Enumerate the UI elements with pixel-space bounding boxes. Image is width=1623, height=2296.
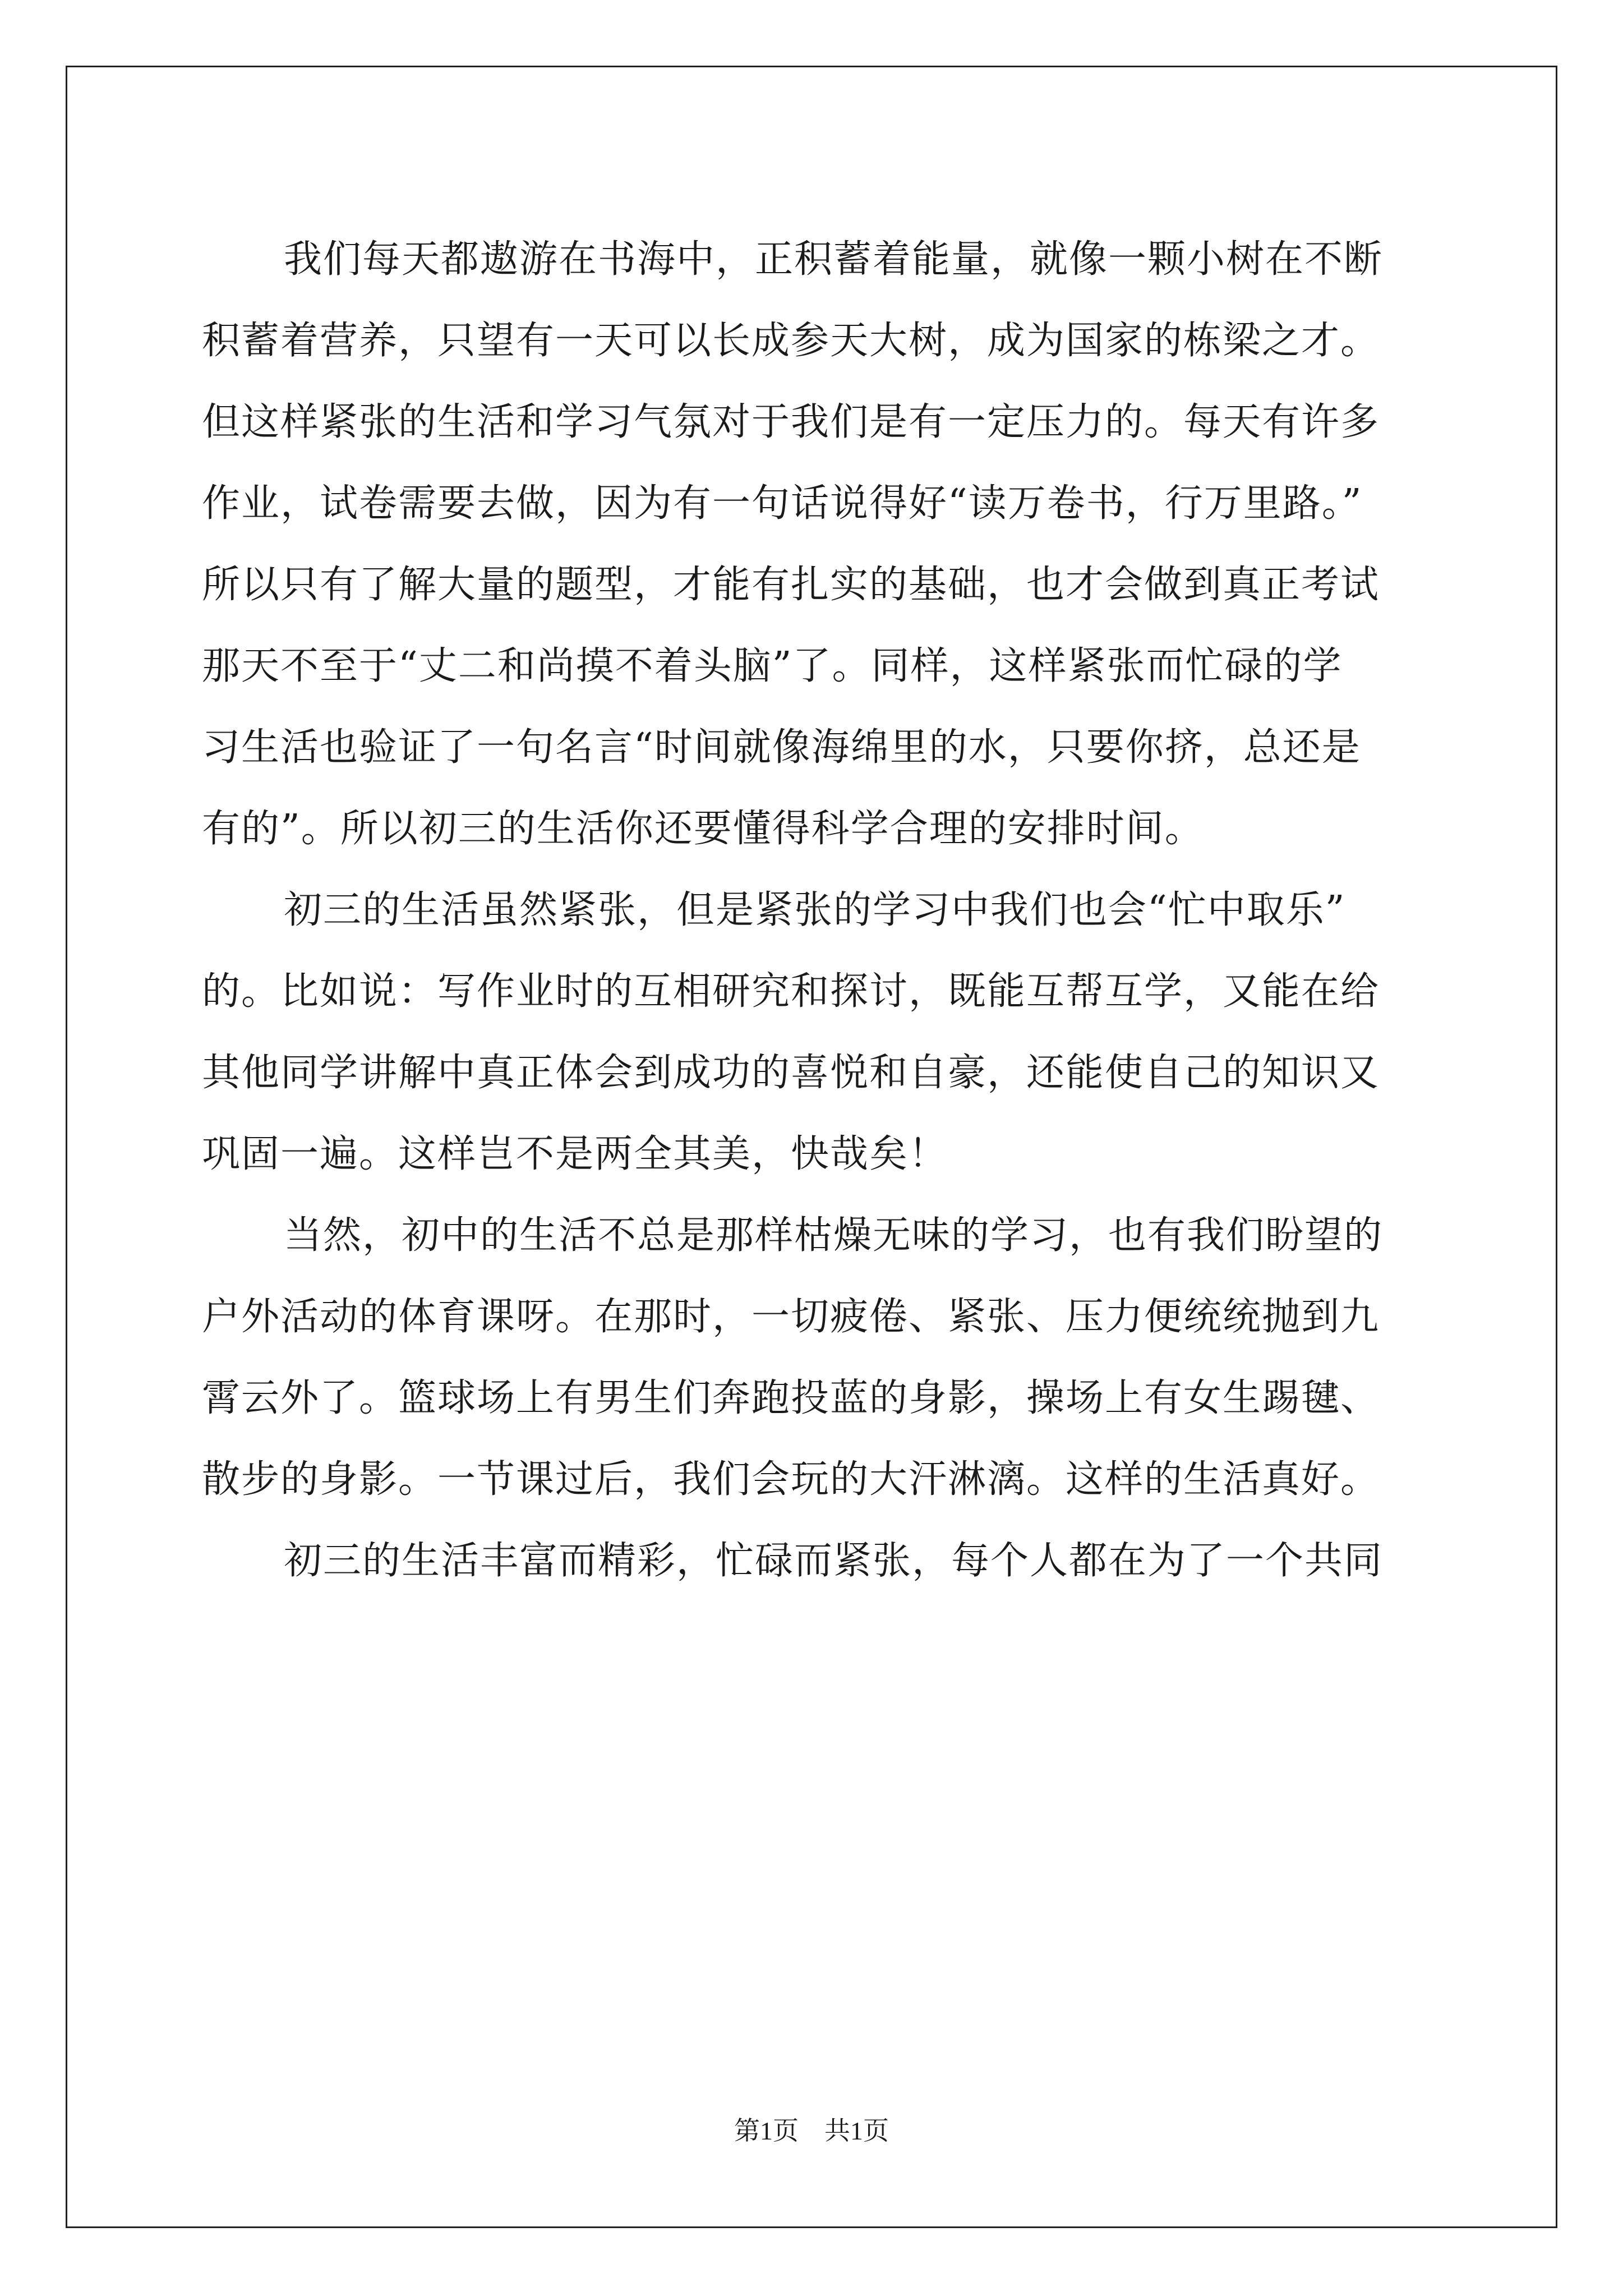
page-footer [0, 2110, 1623, 2147]
text-line: 所以只有了解大量的题型，才能有扎实的基础，也才会做到真正考试 [202, 563, 1380, 607]
text-line: 习生活也验证了一句名言“时间就像海绵里的水，只要你挤，总还是 [202, 725, 1361, 770]
text-line: 初三的生活虽然紧张，但是紧张的学习中我们也会“忙中取乐” [284, 888, 1346, 932]
text-line: 巩固一遍。这样岂不是两全其美，快哉矣！ [202, 1132, 948, 1176]
text-line: 的。比如说：写作业时的互相研究和探讨，既能互帮互学，又能在给 [202, 969, 1380, 1014]
text-line: 当然，初中的生活不总是那样枯燥无味的学习，也有我们盼望的 [284, 1213, 1384, 1258]
page-number: 第1页 [734, 2116, 799, 2145]
page-total: 共1页 [824, 2116, 889, 2145]
text-line: 初三的生活丰富而精彩，忙碌而紧张，每个人都在为了一个共同 [284, 1539, 1384, 1583]
text-line: 其他同学讲解中真正体会到成功的喜悦和自豪，还能使自己的知识又 [202, 1051, 1380, 1095]
text-line: 但这样紧张的生活和学习气氛对于我们是有一定压力的。每天有许多 [202, 400, 1380, 444]
text-line: 那天不至于“丈二和尚摸不着头脑”了。同样，这样紧张而忙碌的学 [202, 644, 1343, 688]
footer-spacer [799, 2116, 824, 2145]
text-line: 霄云外了。篮球场上有男生们奔跑投蓝的身影，操场上有女生踢毽、 [202, 1376, 1380, 1420]
text-line: 作业，试卷需要去做，因为有一句话说得好“读万卷书，行万里路。” [202, 481, 1363, 526]
text-line: 我们每天都遨游在书海中，正积蓄着能量，就像一颗小树在不断 [284, 237, 1384, 282]
text-line: 户外活动的体育课呀。在那时，一切疲倦、紧张、压力便统统抛到九 [202, 1295, 1380, 1339]
document-body [202, 219, 1436, 1602]
text-line: 有的”。所以初三的生活你还要懂得科学合理的安排时间。 [202, 807, 1204, 851]
text-line: 散步的身影。一节课过后，我们会玩的大汗淋漓。这样的生活真好。 [202, 1457, 1380, 1502]
text-line: 积蓄着营养，只望有一天可以长成参天大树，成为国家的栋梁之才。 [202, 319, 1380, 363]
